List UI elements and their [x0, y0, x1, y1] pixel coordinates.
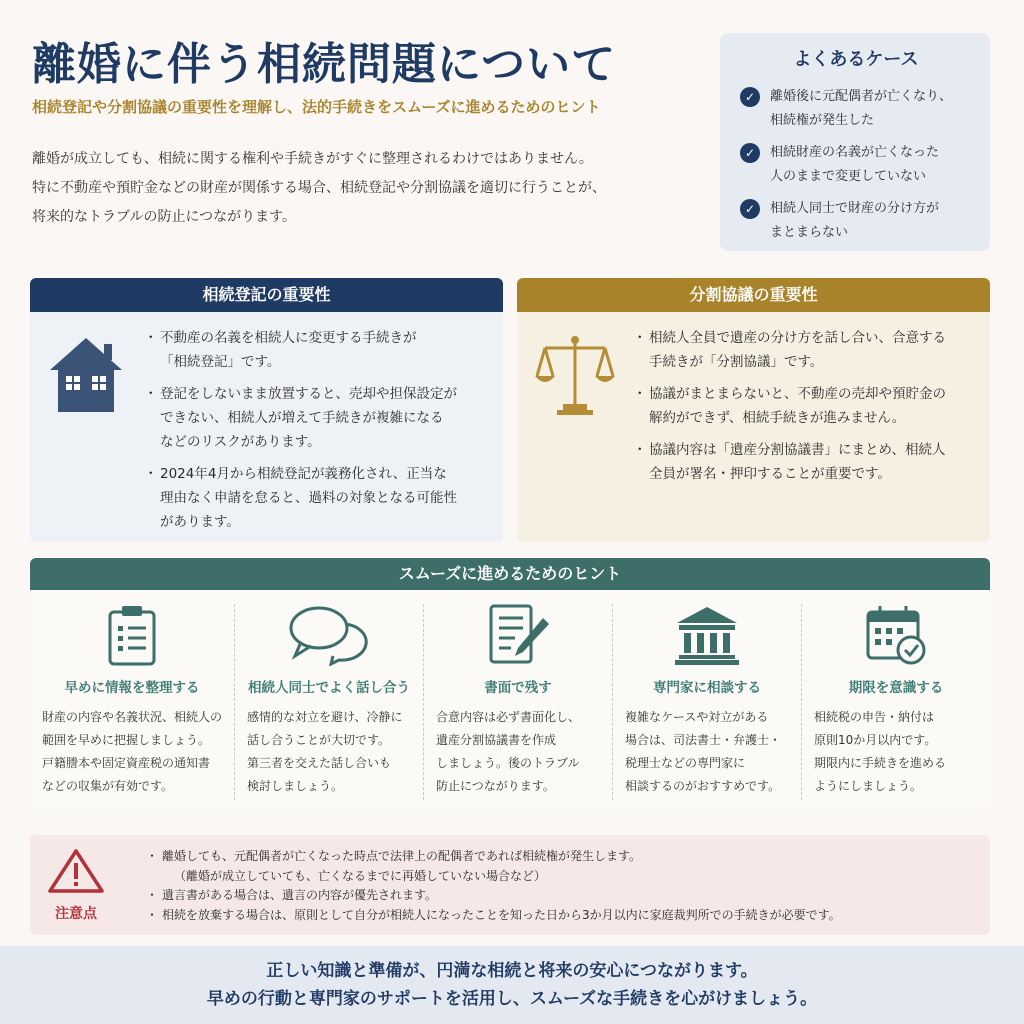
hint-text-line: 期限内に手続きを進める [814, 756, 947, 770]
list-item-line: ・ 協議がまとまらないと、不動産の売却や預貯金の [649, 386, 946, 402]
hint-card [424, 604, 613, 800]
hint-text-line: 範囲を早めに把握しましょう。 [42, 733, 211, 747]
hints-title: スムーズに進めるためのヒント [30, 558, 990, 590]
page-subtitle: 相続登記や分割協議の重要性を理解し、法的手続きをスムーズに進めるためのヒント [32, 98, 601, 116]
intro-text [32, 145, 692, 232]
intro-line: 特に不動産や預貯金などの財産が関係する場合、相続登記や分割協議を適切に行うことが、 [32, 180, 606, 196]
hint-text [625, 706, 789, 798]
list-item [146, 382, 486, 454]
intro-line: 離婚が成立しても、相続に関する権利や手続きがすぐに整理されるわけではありません。 [32, 151, 593, 167]
hints-row [30, 590, 990, 800]
hint-card [802, 604, 990, 800]
registration-list [146, 326, 486, 542]
case-text-line: 相続権が発生した [770, 113, 875, 128]
case-text-line: まとまらない [770, 225, 849, 240]
intro-line: 将来的なトラブルの防止につながります。 [32, 209, 297, 225]
list-item-line: 解約ができず、相続手続きが進みません。 [649, 410, 906, 426]
hint-text [42, 706, 222, 798]
list-item-line: 理由なく申請を怠ると、過料の対象となる可能性 [160, 490, 457, 506]
hint-text-line: 相談するのがおすすめです。 [625, 779, 781, 793]
division-panel-title: 分割協議の重要性 [517, 278, 990, 312]
list-item-line: 全員が署名・押印することが重要です。 [649, 466, 891, 482]
caution-box [30, 835, 990, 935]
hint-text-line: 合意内容は必ず書面化し、 [436, 710, 581, 724]
caution-item: ・ 相続を放棄する場合は、原則として自分が相続人になったことを知った日から3か月以内に家庭裁判所での手続きが必要です。 [148, 906, 841, 926]
courthouse-icon [675, 605, 739, 665]
registration-panel [30, 278, 503, 542]
list-item-line: ・ 登記をしないまま放置すると、売却や担保設定が [160, 386, 457, 402]
hint-text-line: 遺産分割協議書を作成 [436, 733, 557, 747]
list-item [635, 326, 980, 374]
caution-item: ・ 離婚しても、元配偶者が亡くなった時点で法律上の配偶者であれば相続権が発生します。 [148, 847, 841, 867]
hint-text-line: 防止につながります。 [436, 779, 555, 793]
check-circle-icon: ✓ [740, 143, 760, 163]
list-item-line: があります。 [160, 514, 240, 530]
case-text-line: 相続人同士で財産の分け方が [770, 201, 940, 216]
hint-text-line: 第三者を交えた話し合いも [247, 756, 392, 770]
clipboard-icon [106, 604, 158, 666]
hints-section [30, 558, 990, 812]
list-item [146, 462, 486, 534]
check-circle-icon: ✓ [740, 199, 760, 219]
caution-item-note: （離婚が成立していても、亡くなるまでに再婚していない場合など） [174, 868, 547, 883]
list-item-line: できない、相続人が増えて手続きが複雑になる [160, 410, 444, 426]
case-item [740, 85, 972, 133]
hint-card [613, 604, 802, 800]
hint-text-line: 原則10か月以内です。 [814, 733, 937, 747]
hint-card [30, 604, 235, 800]
case-text-line: 離婚後に元配偶者が亡くなり、 [770, 89, 953, 104]
hint-text-line: 場合は、司法書士・弁護士・ [625, 733, 782, 747]
hint-title: 相続人同士でよく話し合う [248, 680, 411, 696]
list-item-line: ・ 協議内容は「遺産分割協議書」にまとめ、相続人 [649, 442, 946, 458]
list-item-line: ・ 不動産の名義を相続人に変更する手続きが [160, 330, 417, 346]
list-item-line: などのリスクがあります。 [160, 434, 321, 450]
warning-triangle-icon [48, 849, 104, 893]
house-icon [48, 336, 124, 416]
hint-text [814, 706, 978, 798]
hint-text-line: しましょう。後のトラブル [436, 756, 580, 770]
hint-text-line: 話し合うことが大切です。 [247, 733, 391, 747]
hint-title: 書面で残す [484, 680, 552, 696]
hint-text-line: 税理士などの専門家に [625, 756, 746, 770]
footer-banner [0, 946, 1024, 1024]
caution-label: 注意点 [55, 906, 97, 922]
hint-title: 早めに情報を整理する [64, 680, 200, 696]
division-panel [517, 278, 990, 542]
hint-text-line: 複雑なケースや対立がある [625, 710, 769, 724]
hint-text-line: 検討しましょう。 [247, 779, 344, 793]
common-cases-title: よくあるケース [793, 49, 919, 70]
page-title: 離婚に伴う相続問題について [32, 39, 617, 90]
hint-text [436, 706, 600, 798]
hint-text-line: 財産の内容や名義状況、相続人の [42, 710, 223, 724]
list-item [635, 438, 980, 486]
hint-text-line: などの収集が有効です。 [42, 779, 174, 793]
hint-title: 専門家に相談する [653, 680, 762, 696]
case-text-line: 人のままで変更していない [770, 169, 927, 184]
scales-icon [535, 332, 615, 418]
caution-item: ・ 遺言書がある場合は、遺言の内容が優先されます。 [148, 886, 841, 906]
caution-list [148, 847, 841, 925]
footer-line: 早めの行動と専門家のサポートを活用し、スムーズな手続きを心がけましょう。 [206, 989, 818, 1009]
hint-title: 期限を意識する [848, 680, 944, 696]
case-item [740, 197, 972, 245]
list-item [146, 326, 486, 374]
hint-text-line: 相続税の申告・納付は [814, 710, 935, 724]
footer-line: 正しい知識と準備が、円満な相続と将来の安心につながります。 [266, 961, 758, 981]
common-cases-box [720, 33, 990, 251]
check-circle-icon: ✓ [740, 87, 760, 107]
hint-text-line: 戸籍謄本や固定資産税の通知書 [42, 756, 211, 770]
speech-bubbles-icon [287, 604, 371, 666]
calendar-check-icon [865, 604, 927, 666]
hint-text-line: 感情的な対立を避け、冷静に [247, 710, 403, 724]
case-item [740, 141, 972, 189]
hint-card [235, 604, 424, 800]
hint-text-line: ようにしましょう。 [814, 779, 923, 793]
registration-panel-title: 相続登記の重要性 [30, 278, 503, 312]
list-item-line: ・ 相続人全員で遺産の分け方を話し合い、合意する [649, 330, 946, 346]
division-list [635, 326, 980, 494]
document-pen-icon [487, 604, 549, 666]
list-item-line: 「相続登記」です。 [160, 354, 281, 370]
case-text-line: 相続財産の名義が亡くなった [770, 145, 940, 160]
list-item-line: 手続きが「分割協議」です。 [649, 354, 824, 370]
list-item [635, 382, 980, 430]
list-item-line: ・ 2024年4月から相続登記が義務化され、正当な [160, 466, 447, 482]
hint-text [247, 706, 411, 798]
